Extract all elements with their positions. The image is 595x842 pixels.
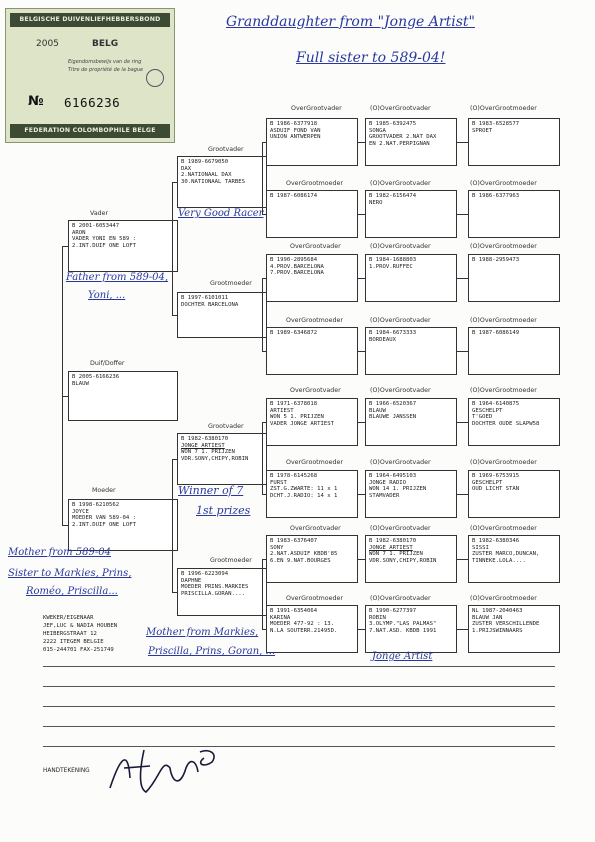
ogm4-name: KARINA (270, 614, 291, 621)
gm1-info: DOCHTER BARCELONA (181, 301, 239, 308)
o14-info-1: ZUSTER MARCO,DUNCAN, (472, 551, 540, 558)
ogm3-info-1: ZST.G.ZWARTE: 11 x 1 (270, 486, 338, 493)
header-grootvader-2: Grootvader (208, 423, 244, 430)
sire-info-2: 2.INT.DUIF ONE LOFT (72, 242, 136, 249)
header-o-ogm-8: (O)OverGrootmoeder (470, 595, 537, 602)
o7-name: BORDEAUX (369, 336, 396, 343)
gf1-ring: B 1989-6679050 (181, 159, 229, 165)
signature-graphic (100, 738, 230, 798)
g4-box-2 (468, 118, 560, 166)
gm2-info-1: MOEDER PRINS.MARKIES (181, 584, 249, 591)
g3-box-7 (266, 535, 358, 583)
header-o-ogv-6: (O)OverGrootvader (370, 459, 431, 466)
grandsire-2-box (177, 433, 267, 485)
o7-ring: B 1984-6673333 (369, 330, 417, 336)
gf2-ring: B 1982-6380170 (181, 436, 229, 442)
gf1-info-2: 30.NATIONAAL TARBES (181, 178, 245, 185)
g4-box-15 (365, 605, 457, 653)
g4-box-1 (365, 118, 457, 166)
owner-name: JEF,LUC & NADIA HOUBEN (43, 623, 118, 629)
ruled-line-4 (43, 726, 555, 727)
ruled-line-3 (43, 706, 555, 707)
o5-info: 1.PROV.RUFFEC (369, 263, 413, 270)
gf2-info-2: VDR.SONY,CHIPY,ROBIN (181, 455, 249, 462)
ogf3-ring: B 1971-6378018 (270, 401, 318, 407)
stamp-top-band: BELGISCHE DUIVENLIEFHEBBERSBOND (10, 13, 170, 27)
o16-name: BLAUW JAN (472, 614, 503, 621)
o8-ring: B 1987-6086149 (472, 330, 520, 336)
stamp-country: BELG (92, 39, 119, 49)
o10-info-1: T'GOED (472, 414, 493, 421)
dam-ring: B 1998-6210562 (72, 502, 120, 508)
o4-ring: B 1986-6377963 (472, 193, 520, 199)
sire-info-1: VADER YONI EN 589 : (72, 236, 136, 243)
o11-ring: B 1964-6495103 (369, 473, 417, 479)
ogm4-info-1: MOEDER 477-92 : 13. (270, 621, 334, 628)
o14-name: SISSI (472, 544, 489, 551)
ogf4-info-1: 2.NAT.ASDUIF KBDB'85 (270, 551, 338, 558)
g3-box-5 (266, 398, 358, 446)
o1-info-1: GROOTVADER 2.NAT DAX (369, 134, 437, 141)
g3-box-3 (266, 254, 358, 302)
g3-box-6 (266, 470, 358, 518)
o6-ring: B 1988-2959473 (472, 257, 520, 263)
handwritten-note-granddam2-2: Priscilla, Prins, Goran, ... (148, 646, 276, 657)
o10-ring: B 1964-6140875 (472, 401, 520, 407)
handwritten-note-dam-3: Roméo, Priscilla... (26, 586, 118, 597)
gm2-info-2: PRISCILLA.GORAN.... (181, 590, 245, 597)
header-overgrootvader: OverGrootvader (291, 105, 342, 112)
header-o-ogm-7: (O)OverGrootmoeder (470, 525, 537, 532)
o10-name: GESCHELPT (472, 407, 503, 414)
o10-info-2: DOCHTER OUDE SLAPW58 (472, 420, 540, 427)
header-o-ogv-3: (O)OverGrootvader (370, 243, 431, 250)
o13-name: JONGE ARTIEST (369, 544, 413, 551)
gf2-info-1: WON 7 1. PRIJZEN (181, 449, 235, 456)
header-o-overgrootmoeder: (O)OverGrootmoeder (470, 105, 537, 112)
handwritten-note-sire-2: Yoni, ... (88, 290, 126, 301)
g4-box-8 (468, 327, 560, 375)
stamp-ring-number: 6166236 (64, 95, 121, 110)
header-o-ogm-6: (O)OverGrootmoeder (470, 459, 537, 466)
stamp-text-1: Eigendomsbewijs van de ring (68, 59, 142, 65)
sire-ring: B 2001-6053447 (72, 223, 120, 229)
handwritten-note-sire-1: Father from 589-04, (66, 272, 169, 283)
sire-box (68, 220, 178, 272)
g4-box-6 (468, 254, 560, 302)
o11-info-1: WON 14 1. PRIJZEN (369, 486, 427, 493)
g4-box-9 (365, 398, 457, 446)
header-o-ogv-5: (O)OverGrootvader (370, 387, 431, 394)
header-duif-doffer: Duif/Doffer (90, 360, 125, 367)
dam-info-1: MOEDER VAN 589-04 : (72, 515, 136, 522)
o12-ring: B 1969-6753915 (472, 473, 520, 479)
subject-box (68, 371, 178, 421)
ogm3-name: FURST (270, 479, 287, 486)
ogf2-info-1: 4.PROV.BARCELONA (270, 263, 324, 270)
o2-ring: B 1983-6528577 (472, 121, 520, 127)
g3-box-1 (266, 118, 358, 166)
ruled-line-2 (43, 686, 555, 687)
o9-name: BLAUW (369, 407, 386, 414)
ogm4-info-2: N.LA SOUTERR.21495D. (270, 627, 338, 634)
o15-name: ROBIN (369, 614, 386, 621)
ruled-line-1 (43, 666, 555, 667)
o14-info-2: TINNEKE.LOLA.... (472, 557, 526, 564)
subject-ring: B 2005-6166236 (72, 374, 120, 380)
g4-box-7 (365, 327, 457, 375)
o1-ring: B 1985-6392475 (369, 121, 417, 127)
ogf4-ring: B 1983-6376407 (270, 538, 318, 544)
ogf1-info-2: UNION ANTWERPEN (270, 134, 321, 141)
handwritten-note-granddam2-1: Mother from Markies, (146, 627, 259, 638)
dam-info-2: 2.INT.DUIF ONE LOFT (72, 521, 136, 528)
o16-info-2: 1.PRIJSWINNAARS (472, 627, 523, 634)
g4-box-11 (365, 470, 457, 518)
o12-name: GESCHELPT (472, 479, 503, 486)
handwritten-note-grandsire2-1: Winner of 7 (178, 484, 244, 497)
header-overgrootmoeder-4: OverGrootmoeder (286, 595, 343, 602)
owner-street: HEIBERGSTRAAT 12 (43, 631, 97, 637)
stamp-bottom-band: FEDERATION COLOMBOPHILE BELGE (10, 124, 170, 138)
header-o-ogm-5: (O)OverGrootmoeder (470, 387, 537, 394)
g4-box-12 (468, 470, 560, 518)
o14-ring: B 1982-6380346 (472, 538, 520, 544)
ogf1-ring: B 1986-6377918 (270, 121, 318, 127)
handwritten-note-artist: Jonge Artist (372, 651, 433, 662)
header-grootmoeder-2: Grootmoeder (210, 557, 252, 564)
stamp-emblem-icon (146, 69, 164, 87)
o15-info-1: 3.OLYMP."LAS PALMAS" (369, 621, 437, 628)
header-overgrootmoeder-1: OverGrootmoeder (286, 180, 343, 187)
o15-info-2: 7.NAT.ASD. KBDB 1991 (369, 627, 437, 634)
g4-box-14 (468, 535, 560, 583)
o5-ring: B 1984-1688803 (369, 257, 417, 263)
o13-ring: B 1982-6380170 (369, 538, 417, 544)
gm2-name: DAPHNE (181, 577, 202, 584)
o1-name: SONGA (369, 127, 386, 134)
header-overgrootvader-2: OverGrootvader (290, 243, 341, 250)
ogf2-ring: B 1990-2895684 (270, 257, 318, 263)
header-overgrootvader-3: OverGrootvader (290, 387, 341, 394)
stamp-year: 2005 (36, 39, 59, 49)
handwritten-title: Granddaughter from "Jonge Artist" (226, 14, 475, 30)
dam-name: JOYCE (72, 508, 89, 515)
dam-box (68, 499, 178, 551)
header-overgrootmoeder-3: OverGrootmoeder (286, 459, 343, 466)
granddam-1-box (177, 292, 267, 338)
gf1-info-1: 2.NATIONAAL DAX (181, 172, 232, 179)
o15-ring: B 1990-6277397 (369, 608, 417, 614)
g4-box-16 (468, 605, 560, 653)
header-o-ogv-8: (O)OverGrootvader (370, 595, 431, 602)
g4-box-4 (468, 190, 560, 238)
owner-block (43, 614, 117, 654)
owner-phone: 015-244701 FAX-251749 (43, 647, 114, 653)
gf1-name: DAX (181, 165, 192, 172)
g3-box-8 (266, 605, 358, 653)
ogf3-info-2: VADER JONGE ARTIEST (270, 420, 334, 427)
g4-box-5 (365, 254, 457, 302)
header-grootvader-1: Grootvader (208, 146, 244, 153)
o3-ring: B 1982-6156474 (369, 193, 417, 199)
o13-info-2: VDR.SONY,CHIPY,ROBIN (369, 557, 437, 564)
signature-label: HANDTEKENING (43, 768, 90, 774)
o2-name: SPROET (472, 127, 493, 134)
g4-box-10 (468, 398, 560, 446)
g3-box-2 (266, 190, 358, 238)
o16-ring: NL 1987-2040463 (472, 608, 523, 614)
o11-name: JONGE RADIO (369, 479, 407, 486)
header-o-ogm-4: (O)OverGrootmoeder (470, 317, 537, 324)
handwritten-note-grandsire2-2: 1st prizes (196, 504, 251, 517)
stamp-no-label: № (28, 94, 44, 109)
gm1-ring: B 1997-6101011 (181, 295, 229, 301)
handwritten-subtitle: Full sister to 589-04! (296, 50, 446, 66)
gm2-ring: B 1996-6223094 (181, 571, 229, 577)
header-o-ogv-4: (O)OverGrootvader (370, 317, 431, 324)
o16-info-1: ZUSTER VERSCHILLENDE (472, 621, 540, 628)
ogm1-ring: B 1987-6086174 (270, 193, 318, 199)
grandsire-1-box (177, 156, 267, 208)
owner-label: KWEKER/EIGENAAR (43, 615, 94, 621)
ogm3-info-2: DCHT.J.RADIO: 14 x 1 (270, 492, 338, 499)
o12-info: OUD LICHT STAN (472, 486, 520, 493)
ogf4-info-2: 6.EN 9.NAT.BOURGES (270, 557, 331, 564)
ogf4-name: SONY (270, 544, 284, 551)
header-o-overgrootvader: (O)OverGrootvader (370, 105, 431, 112)
ogm4-ring: B 1991-6354064 (270, 608, 318, 614)
handwritten-note-grandsire: Very Good Racer (178, 208, 264, 219)
o9-info: BLAUWE JANSSEN (369, 414, 417, 421)
o1-info-2: EN 2.NAT.PERPIGNAN (369, 140, 430, 147)
o11-info-2: STAMVADER (369, 492, 400, 499)
header-overgrootmoeder-2: OverGrootmoeder (286, 317, 343, 324)
sire-name: ARON (72, 229, 86, 236)
ogf3-info-1: WON 5 1. PRIJZEN (270, 414, 324, 421)
header-o-ogv-7: (O)OverGrootvader (370, 525, 431, 532)
stamp-text-2: Titre de propriété de la bague (68, 67, 144, 73)
g4-box-13 (365, 535, 457, 583)
o13-info-1: WON 7 1. PRIJZEN (369, 551, 423, 558)
header-o-ogm-2: (O)OverGrootmoeder (470, 180, 537, 187)
header-overgrootvader-4: OverGrootvader (290, 525, 341, 532)
o9-ring: B 1966-6520367 (369, 401, 417, 407)
ogf1-info-1: ASDUIF FOND VAN (270, 127, 321, 134)
gf2-name: JONGE ARTIEST (181, 442, 225, 449)
o3-name: NERO (369, 199, 383, 206)
subject-color: BLAUW (72, 380, 89, 387)
header-vader: Vader (90, 210, 109, 217)
ring-certificate (5, 8, 175, 143)
header-o-ogm-3: (O)OverGrootmoeder (470, 243, 537, 250)
granddam-2-box (177, 568, 267, 616)
owner-city: 2222 ITEGEM BELGIE (43, 639, 104, 645)
handwritten-note-dam-2: Sister to Markies, Prins, (8, 568, 132, 579)
header-o-ogv-2: (O)OverGrootvader (370, 180, 431, 187)
handwritten-note-dam-1: Mother from 589-04 (8, 547, 111, 558)
ogf2-info-2: 7.PROV.BARCELONA (270, 270, 324, 277)
ogm2-ring: B 1989-6346872 (270, 330, 318, 336)
header-moeder: Moeder (92, 487, 116, 494)
ogm3-ring: B 1978-6145268 (270, 473, 318, 479)
ogf3-name: ARTIEST (270, 407, 294, 414)
g3-box-4 (266, 327, 358, 375)
g4-box-3 (365, 190, 457, 238)
header-grootmoeder-1: Grootmoeder (210, 280, 252, 287)
